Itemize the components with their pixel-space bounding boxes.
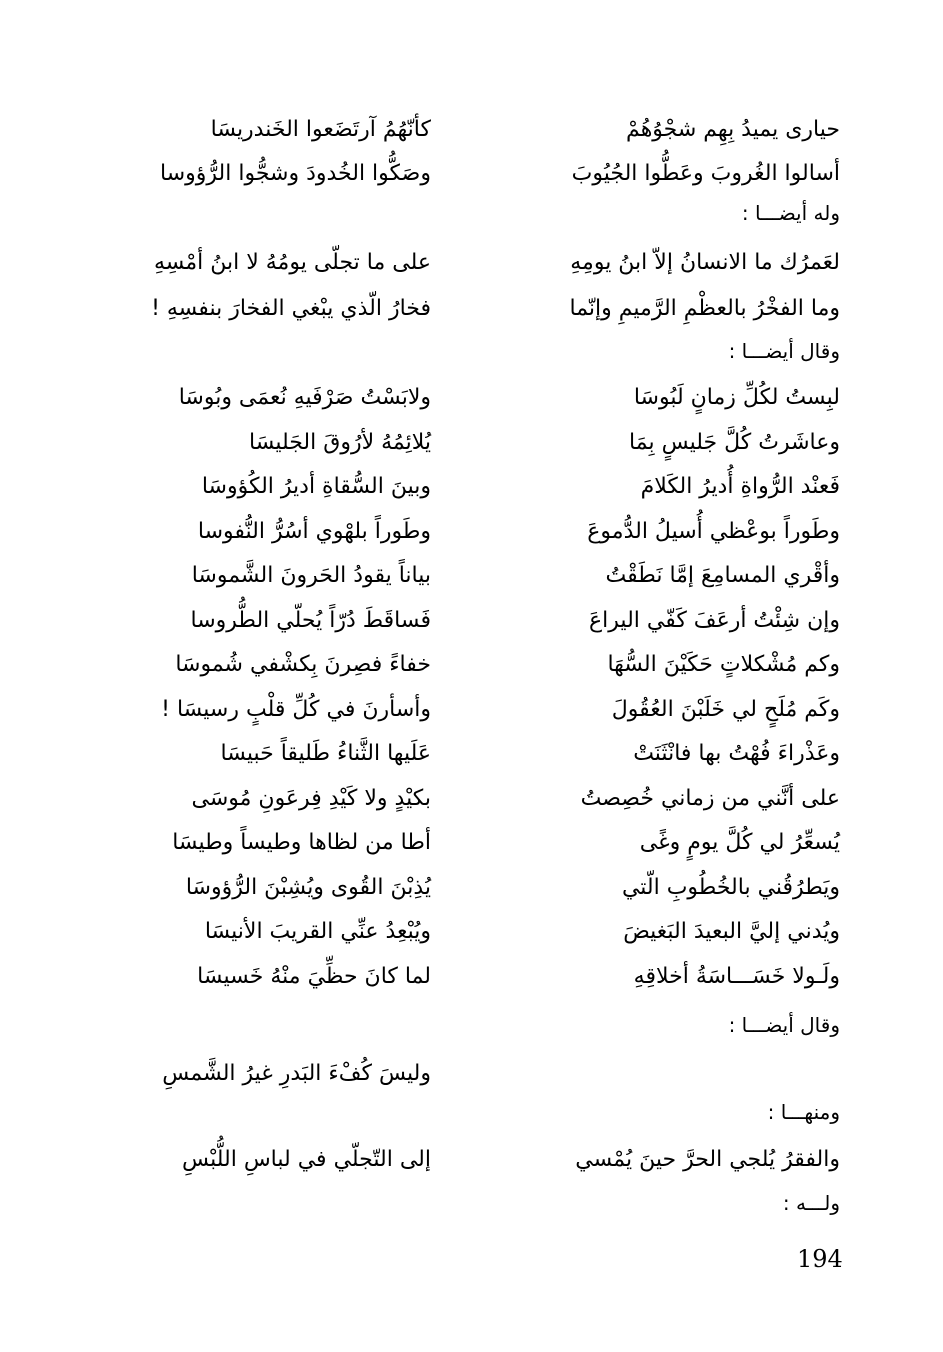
section-heading: ولـــه :	[782, 1191, 840, 1215]
verse-line: وطَوراً بوعْظي أُسيلُ الدُّموعَ	[587, 519, 840, 544]
section-heading: وله أيضـــا :	[741, 201, 840, 225]
verse-line: وطَوراً بلهْوي أسُرُّ النُّفوسا	[197, 519, 431, 544]
verse-line: يُلائِمُهُ لأرُوقَ الجَليسَا	[248, 430, 431, 455]
verse-line: على أنَّني من زماني خُصِصتُ	[580, 786, 840, 811]
verse-line: فَساقَطَ دُرّاً يُحلّي الطُّروسا	[190, 608, 431, 633]
verse-line: خفاءً فصِرنَ بِكشْفي شُموسَا	[175, 652, 431, 677]
verse-line: فَعنْد الرُّواةِ أُديرُ الكَلامَ	[640, 474, 840, 499]
verse-line: بياناً يقودُ الحَرونَ الشَّموسَا	[191, 563, 431, 588]
verse-line: يُسعِّرُ لي كُلَّ يومٍ وغًى	[639, 830, 840, 855]
verse-line: إلى التّجلّي في لباسِ اللُّبْسِ	[182, 1147, 431, 1172]
verse-line: لما كانَ حظِّيَ منْهُ خَسيسَا	[197, 964, 431, 989]
verse-line: على ما تجلّى يومُهُ لا ابنُ أمْسِهِ	[153, 250, 431, 275]
verse-line: ولابَسْتُ صَرْفَيهِ نُعمَى وبُوسَا	[178, 385, 431, 410]
verse-line: وصَكُّوا الخُدودَ وشجُّوا الرُّؤوسا	[160, 161, 431, 186]
verse-line: ويُدني إليَّ البعيدَ البَغيضَ	[623, 919, 840, 944]
page-number: 194	[797, 1245, 843, 1273]
verse-line: وإن شِئْتُ أرعَفَ كَفّي اليراعَ	[589, 608, 840, 633]
verse-line: عَلَيها الثَّناءُ طَليقاً حَبيسَا	[220, 741, 431, 766]
verse-line: لعَمرُك ما الانسانُ إلاّ ابنُ يومِهِ	[570, 250, 840, 275]
verse-line: حيارى يميدُ بِهِم شجْوُهُمْ	[626, 117, 840, 142]
section-heading: وقال أيضـــا :	[728, 1013, 840, 1037]
verse-line: وليسَ كُفْءَ البَدرِ غيرُ الشَّمسِ	[162, 1061, 431, 1086]
verse-line: يُذِبْنَ القُوى ويُشِبْنَ الرُّؤوسَا	[185, 875, 431, 900]
section-heading: ومنهـــا :	[767, 1100, 840, 1124]
verse-line: وعَذْراءَ فُهْتُ بها فانْثَنَتْ	[633, 741, 840, 766]
verse-line: كأنّهُمُ آرتَضَعوا الخَندريسَا	[210, 117, 431, 142]
verse-line: وكم مُشْكلاتٍ حَكَيْنَ السُّهَا	[607, 652, 840, 677]
verse-line: ويَطرُقُني بالخُطُوبِ الّتي	[621, 875, 840, 900]
verse-line: وكَم مُلَحٍ لي خَلَبْنَ العُقُولَ	[611, 697, 840, 722]
verse-line: والفقرُ يُلجي الحرَّ حينَ يُمْسي	[575, 1147, 840, 1172]
verse-line: فخارُ الّذي يبْغي الفخارَ بنفسِهِ !	[151, 296, 431, 321]
verse-line: لبِستُ لكُلِّ زمانٍ لَبُوسَا	[633, 385, 840, 410]
section-heading: وقال أيضـــا :	[728, 339, 840, 363]
verse-line: أسالوا الغُروبَ وعَطُّوا الجُيُوبَ	[571, 161, 840, 186]
verse-line: وأقْري المسامِعَ إمَّا نَطَقْتُ	[605, 563, 840, 588]
verse-line: وما الفخْرُ بالعظْمِ الرَّميمِ وإنّما	[569, 296, 840, 321]
verse-line: بكيْدٍ ولا كَيْدِ فِرعَونِ مُوسَى	[191, 786, 431, 811]
verse-line: وبينَ السُّقاةِ أديرُ الكُؤوسَا	[201, 474, 431, 499]
verse-line: وعاشَرتُ كُلَّ جَليسٍ بِمَا	[629, 430, 840, 455]
verse-line: ويُبْعِدُ عنِّي القريبَ الأنيسَا	[204, 919, 431, 944]
verse-line: ولَـولا خَسَـــاسَةُ أخلاقِهِ	[633, 964, 840, 989]
verse-line: أطا من لظاها وطيساً وطيسَا	[172, 830, 431, 855]
verse-line: وأسأرنَ في كُلِّ قلْبٍ رسيسَا !	[161, 697, 431, 722]
